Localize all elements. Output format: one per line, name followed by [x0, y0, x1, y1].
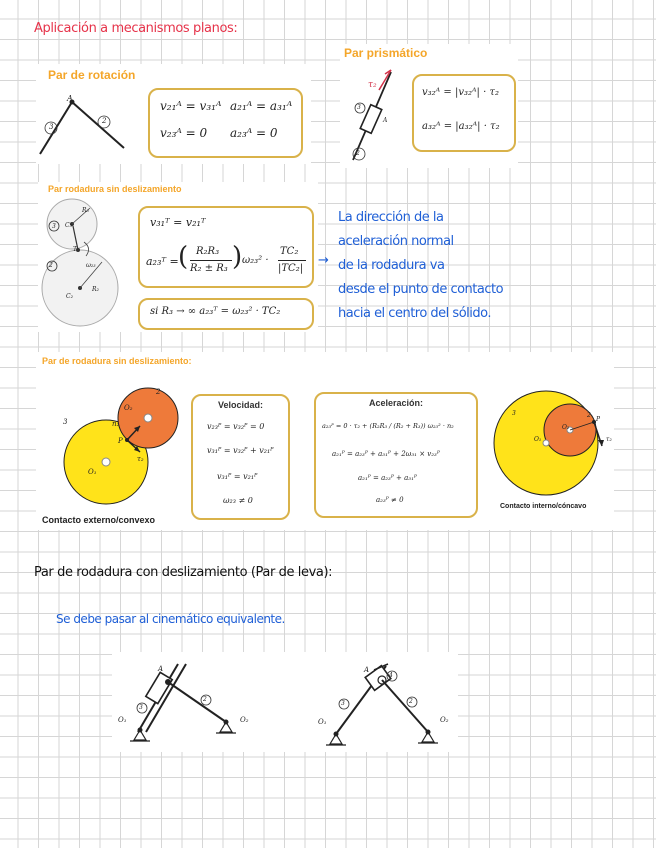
cam-right-label-o2: O₂: [440, 716, 449, 724]
cam-left-label-3: 3: [139, 704, 143, 711]
note-arrow: →: [318, 253, 329, 268]
prismatic-label-3: 3: [357, 104, 361, 111]
external-contact-diagram: [36, 380, 206, 515]
internal-label-p: P: [596, 416, 601, 423]
rolling1-eq-paren-close: ): [232, 242, 243, 272]
acceleration-eq-2: a₂₁ᴾ = a₂₃ᴾ + a₃₁ᴾ + 2ω₃₁ × v₂₃ᴾ: [332, 450, 440, 458]
rolling1-label-t: T: [73, 246, 78, 253]
prismatic-label-2: 2: [356, 150, 360, 157]
rolling1-label-w23: ω₂₃: [86, 262, 96, 269]
rolling1-eq-frac-num: R₂R₃: [196, 246, 220, 257]
rolling1-equations-box: [138, 206, 314, 288]
prismatic-eq-v32: v₃₂ᴬ = |v₃₂ᴬ| · τ₂: [422, 87, 499, 98]
rolling1-eq-frac-line: [190, 260, 232, 261]
cam-right-label-o1: O₁: [318, 718, 327, 726]
acceleration-title: Aceleración:: [368, 398, 424, 408]
cam-right-mechanism: [316, 656, 456, 751]
rolling1-eq-vec-line: [278, 260, 306, 261]
rotation-eq-v23: v₂₃ᴬ = 0: [160, 126, 208, 140]
cam-right-label-2: 2: [409, 698, 413, 705]
rotation-label-a: A: [67, 94, 73, 103]
cam-note: Se debe pasar al cinemático equivalente.: [56, 612, 285, 626]
internal-label-3: 3: [512, 410, 516, 417]
cam-right-label-3: 3: [341, 700, 345, 707]
page-title: Aplicación a mecanismos planos:: [34, 21, 238, 36]
prismatic-eq-a32: a₃₂ᴬ = |a₃₂ᴬ| · τ₂: [422, 121, 500, 132]
external-label-o2: O₂: [124, 404, 133, 412]
rolling1-limit-box: [138, 298, 314, 330]
rolling1-eq-limit: si R₃ → ∞ a₂₃ᵀ = ω₂₃² · TC₂: [150, 306, 281, 317]
acceleration-eq-3: a₂₁ᴾ = a₂₃ᴾ + a₃₁ᴾ: [358, 474, 417, 482]
cam-left-label-o2: O₂: [240, 716, 249, 724]
prismatic-title: Par prismático: [344, 46, 428, 60]
rolling2-title: Par de rodadura sin deslizamiento:: [42, 356, 192, 366]
external-label-t2: τ₂: [137, 455, 144, 463]
cam-left-mechanism: [118, 656, 248, 751]
rolling1-label-r3: R₃: [82, 207, 89, 214]
external-label-o1: O₁: [88, 468, 97, 476]
rotation-equations-box: [148, 88, 303, 158]
note-line-3: de la rodadura va: [338, 258, 445, 273]
external-label-p: P: [118, 437, 123, 445]
rotation-eq-a21: a₂₁ᴬ = a₃₁ᴬ: [230, 99, 293, 113]
rolling1-label-3: 3: [52, 223, 56, 230]
velocity-eq-2: v₃₁ᴾ = v₃₂ᴾ + v₂₁ᴾ: [207, 446, 274, 455]
rotation-eq-a23: a₂₃ᴬ = 0: [230, 126, 278, 140]
cam-left-label-a: A: [158, 665, 164, 673]
note-line-4: desde el punto de contacto: [338, 282, 504, 297]
cam-left-label-o1: O₁: [118, 716, 127, 724]
external-contact-caption: Contacto externo/convexo: [42, 515, 156, 525]
note-line-1: La dirección de la: [338, 210, 444, 225]
internal-label-o2: O₂: [562, 424, 570, 431]
internal-label-2: 2: [587, 412, 591, 419]
rolling1-eq-vec-num: TC₂: [280, 246, 299, 257]
acceleration-box: [314, 392, 478, 518]
rolling1-label-c2: C₂: [66, 293, 73, 300]
rolling1-eq-vt: v₃₁ᵀ = v₂₁ᵀ: [150, 216, 206, 229]
internal-label-o1: O₁: [534, 436, 542, 443]
velocity-eq-4: ω₂₃ ≠ 0: [223, 496, 253, 505]
velocity-eq-3: v₃₁ᴾ = v₂₁ᴾ: [217, 472, 258, 481]
external-label-2: 2: [156, 388, 161, 396]
prismatic-t2-label: τ₂: [368, 80, 377, 90]
prismatic-equations-box: [412, 74, 516, 152]
velocity-title: Velocidad:: [217, 400, 263, 410]
internal-label-t2: τ₂: [606, 436, 612, 443]
rolling1-label-2: 2: [49, 262, 53, 269]
rolling1-eq-frac-den: R₂ ± R₃: [190, 263, 228, 274]
rotation-title: Par de rotación: [48, 68, 136, 82]
external-label-3: 3: [63, 418, 68, 426]
cam-title: Par de rodadura con deslizamiento (Par de leva):: [34, 565, 333, 580]
note-line-2: aceleración normal: [338, 234, 454, 249]
internal-contact-caption: Contacto interno/cóncavo: [500, 503, 587, 510]
rolling1-eq-omega: ω₂₃² ·: [242, 255, 269, 266]
rotation-label-3: 3: [49, 123, 54, 131]
acceleration-eq-4: a₂₃ᴾ ≠ 0: [376, 496, 404, 504]
rolling1-eq-at-lhs: a₂₃ᵀ =: [146, 255, 179, 268]
rolling1-eq-paren: (: [178, 242, 189, 272]
rotation-label-2: 2: [102, 117, 107, 125]
prismatic-label-a: A: [383, 117, 388, 124]
rotation-eq-v21: v₂₁ᴬ = v₃₁ᴬ: [160, 99, 222, 113]
rolling1-title: Par rodadura sin deslizamiento: [48, 184, 182, 194]
velocity-eq-1: v₂₃ᴾ = v₃₂ᴾ = 0: [207, 422, 265, 431]
rolling1-label-r2: R₂: [92, 286, 99, 293]
cam-left-label-2: 2: [203, 696, 207, 703]
internal-contact-diagram: [490, 388, 610, 503]
external-label-n2: n₂: [112, 420, 120, 428]
cam-right-label-4: 4: [389, 672, 393, 679]
rolling1-eq-vec-den: |TC₂|: [278, 263, 304, 274]
acceleration-eq-1: a₂₃ᴾ = 0 · τ₂ + (R₂R₃ / (R₂ + R₃)) ω₂₃² · n₂: [322, 422, 454, 430]
note-line-5: hacia el centro del sólido.: [338, 306, 491, 321]
rolling1-label-c3: C₃: [65, 222, 72, 229]
velocity-box: [191, 394, 290, 520]
cam-right-label-a: A: [364, 666, 370, 674]
